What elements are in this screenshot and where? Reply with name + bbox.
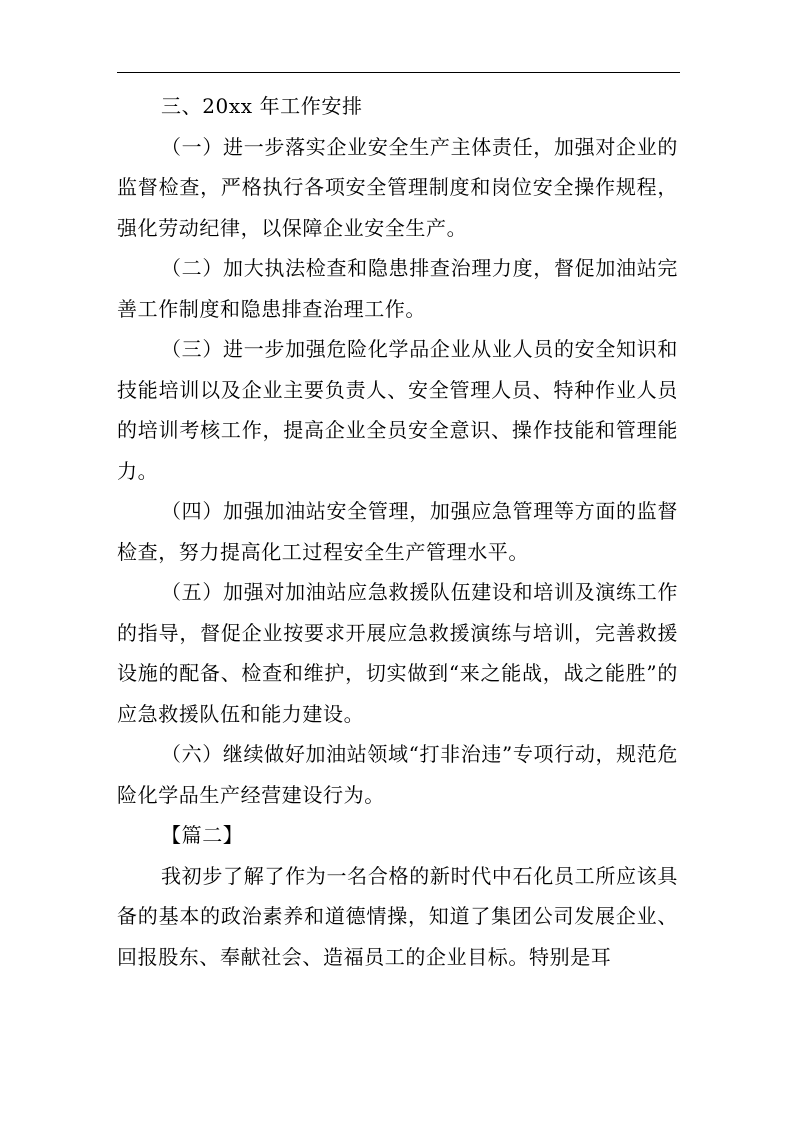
paragraph: （一）进一步落实企业安全生产主体责任，加强对企业的监督检查，严格执行各项安全管理制度和岗位安全操作规程，强化劳动纪律，以保障企业安全生产。 bbox=[117, 134, 678, 240]
paragraph: （三）进一步加强危险化学品企业从业人员的安全知识和技能培训以及企业主要负责人、安全管理人员、特种作业人员的培训考核工作，提高企业全员安全意识、操作技能和管理能力。 bbox=[117, 337, 678, 483]
paragraph: （二）加大执法检查和隐患排查治理力度，督促加油站完善工作制度和隐患排查治理工作。 bbox=[117, 256, 678, 321]
document-body bbox=[117, 86, 678, 977]
closing-paragraph: 我初步了解了作为一名合格的新时代中石化员工所应该具备的基本的政治素养和道德情操，知道了集团公司发展企业、回报股东、奉献社会、造福员工的企业目标。特别是耳 bbox=[117, 863, 678, 969]
paragraph: （五）加强对加油站应急救援队伍建设和培训及演练工作的指导，督促企业按要求开展应急救援演练与培训，完善救援设施的配备、检查和维护，切实做到“来之能战，战之能胜”的应急救援队伍和能力建设。 bbox=[117, 580, 678, 726]
header-rule bbox=[117, 72, 680, 73]
paragraph: （六）继续做好加油站领域“打非治违”专项行动，规范危险化学品生产经营建设行为。 bbox=[117, 742, 678, 807]
paragraph: （四）加强加油站安全管理，加强应急管理等方面的监督检查，努力提高化工过程安全生产管理水平。 bbox=[117, 499, 678, 564]
section-heading: 三、20xx 年工作安排 bbox=[161, 94, 363, 118]
part-tag: 【篇二】 bbox=[161, 823, 244, 847]
